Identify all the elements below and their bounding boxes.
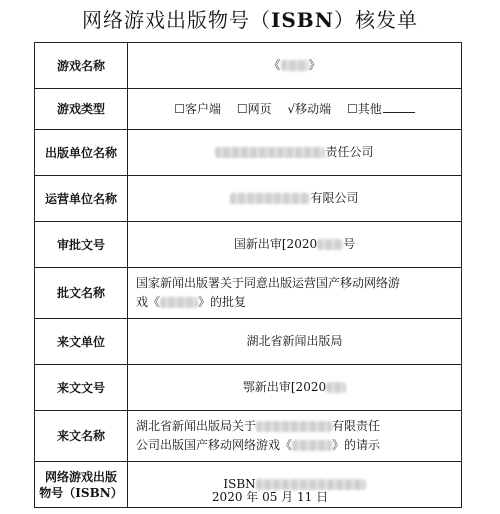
approval-title-line2-suffix: 》的批复 bbox=[198, 295, 247, 309]
source-unit-label: 来文单位 bbox=[35, 319, 128, 365]
title-main: 网络游戏出版物号（ bbox=[82, 8, 271, 32]
row-approval-title bbox=[35, 268, 462, 319]
approval-no-prefix: 国新出审[2020 bbox=[233, 237, 318, 251]
checkbox-empty-icon: ☐ bbox=[174, 101, 186, 116]
document-title bbox=[0, 4, 500, 33]
approval-no-label: 审批文号 bbox=[35, 222, 128, 268]
source-title-line1-prefix: 湖北省新闻出版局关于 bbox=[136, 419, 257, 433]
row-approval-no bbox=[35, 222, 462, 268]
row-game-type bbox=[35, 89, 462, 130]
option-client-label: 客户端 bbox=[185, 101, 222, 116]
source-no-label: 来文文号 bbox=[35, 365, 128, 411]
issue-date: 2020 年 05 月 11 日 bbox=[211, 490, 329, 504]
source-unit-value: 湖北省新闻出版局 bbox=[128, 319, 462, 365]
redacted-block bbox=[256, 421, 332, 432]
approval-title-value bbox=[128, 268, 462, 319]
source-title-line2 bbox=[136, 436, 457, 455]
operator-value bbox=[128, 176, 462, 222]
operator-label: 运营单位名称 bbox=[35, 176, 128, 222]
row-operator bbox=[35, 176, 462, 222]
checkmark-icon: √ bbox=[287, 101, 296, 116]
redacted-block bbox=[281, 60, 309, 71]
row-source-title bbox=[35, 411, 462, 462]
title-isbn: ISBN bbox=[271, 8, 334, 32]
game-type-label: 游戏类型 bbox=[35, 89, 128, 130]
source-no-prefix: 鄂新出审[2020 bbox=[242, 380, 327, 394]
option-other-label: 其他 bbox=[357, 101, 382, 116]
redacted-block bbox=[230, 193, 310, 204]
row-source-no bbox=[35, 365, 462, 411]
row-source-unit bbox=[35, 319, 462, 365]
option-web bbox=[237, 102, 272, 116]
approval-table bbox=[34, 42, 462, 508]
title-end: ）核发单 bbox=[333, 8, 418, 32]
option-client bbox=[174, 102, 221, 116]
source-title-label: 来文名称 bbox=[35, 411, 128, 462]
isbn-label-line1: 网络游戏出版 bbox=[44, 469, 117, 484]
redacted-block bbox=[326, 382, 346, 393]
source-title-line2-suffix: 》的请示 bbox=[332, 438, 381, 452]
publisher-label: 出版单位名称 bbox=[35, 130, 128, 176]
isbn-label-line2: 物号（ISBN） bbox=[39, 485, 123, 500]
row-game-name bbox=[35, 43, 462, 89]
publisher-suffix: 责任公司 bbox=[325, 145, 374, 159]
redacted-block bbox=[292, 440, 332, 451]
source-title-value bbox=[128, 411, 462, 462]
approval-no-value bbox=[128, 222, 462, 268]
operator-suffix: 有限公司 bbox=[310, 191, 359, 205]
option-mobile bbox=[287, 102, 331, 116]
approval-title-label: 批文名称 bbox=[35, 268, 128, 319]
blank-line bbox=[383, 111, 415, 113]
game-name-close: 》 bbox=[308, 58, 321, 72]
game-name-value bbox=[128, 43, 462, 89]
source-no-value bbox=[128, 365, 462, 411]
row-publisher bbox=[35, 130, 462, 176]
source-title-line1 bbox=[136, 417, 457, 436]
approval-no-suffix: 号 bbox=[343, 237, 356, 251]
option-mobile-label: 移动端 bbox=[295, 101, 332, 116]
source-title-line1-suffix: 有限责任 bbox=[332, 419, 381, 433]
redacted-block bbox=[215, 147, 325, 158]
publisher-value bbox=[128, 130, 462, 176]
checkbox-empty-icon: ☐ bbox=[236, 101, 248, 116]
approval-title-line1: 国家新闻出版署关于同意出版运营国产移动网络游 bbox=[136, 276, 401, 290]
option-web-label: 网页 bbox=[247, 101, 272, 116]
isbn-prefix: ISBN bbox=[223, 477, 256, 491]
game-name-open: 《 bbox=[268, 58, 281, 72]
redacted-block bbox=[317, 239, 343, 250]
game-name-label: 游戏名称 bbox=[35, 43, 128, 89]
option-other bbox=[347, 102, 415, 116]
source-title-line2-prefix: 公司出版国产移动网络游戏《 bbox=[136, 438, 293, 452]
game-type-options bbox=[128, 89, 462, 130]
checkbox-empty-icon: ☐ bbox=[346, 101, 358, 116]
redacted-block bbox=[160, 297, 198, 308]
approval-title-line2-prefix: 戏《 bbox=[136, 295, 161, 309]
approval-title-line2 bbox=[136, 293, 457, 312]
